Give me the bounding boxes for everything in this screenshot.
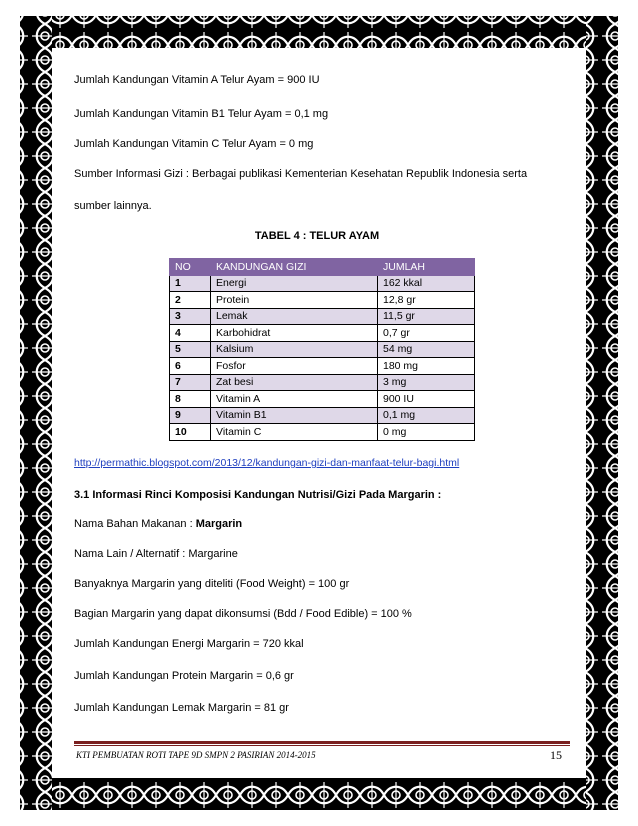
header-jumlah: JUMLAH: [378, 259, 475, 276]
footer-text: KTI PEMBUATAN ROTI TAPE 9D SMPN 2 PASIRIAN 2014-2015: [76, 750, 316, 760]
row-no: 2: [170, 292, 211, 309]
row-nutrient: Fosfor: [211, 358, 378, 375]
nutrition-table: [169, 258, 475, 441]
energy-line: Jumlah Kandungan Energi Margarin = 720 kkal: [74, 638, 304, 650]
footer-rule-thin: [74, 745, 570, 746]
row-amount: 180 mg: [378, 358, 475, 375]
row-amount: 12,8 gr: [378, 292, 475, 309]
row-nutrient: Protein: [211, 292, 378, 309]
row-amount: 900 IU: [378, 391, 475, 408]
food-name-label: Nama Bahan Makanan :: [74, 518, 196, 530]
row-amount: 0,7 gr: [378, 325, 475, 342]
row-nutrient: Energi: [211, 275, 378, 292]
row-amount: 54 mg: [378, 341, 475, 358]
source-info-line-2: sumber lainnya.: [74, 200, 152, 212]
row-no: 8: [170, 391, 211, 408]
table-row: [170, 358, 475, 375]
row-no: 9: [170, 407, 211, 424]
header-kandungan: KANDUNGAN GIZI: [211, 259, 378, 276]
row-amount: 162 kkal: [378, 275, 475, 292]
food-name-line: [74, 518, 242, 530]
row-nutrient: Karbohidrat: [211, 325, 378, 342]
food-edible-line: Bagian Margarin yang dapat dikonsumsi (Bdd / Food Edible) = 100 %: [74, 608, 412, 620]
page-number: 15: [550, 748, 562, 762]
row-no: 1: [170, 275, 211, 292]
source-link[interactable]: http://permathic.blogspot.com/2013/12/kandungan-gizi-dan-manfaat-telur-bagi.html: [74, 457, 460, 469]
table-caption: TABEL 4 : TELUR AYAM: [254, 230, 380, 242]
row-no: 3: [170, 308, 211, 325]
vitamin-a-line: Jumlah Kandungan Vitamin A Telur Ayam = 900 IU: [74, 74, 320, 86]
food-name-value: Margarin: [195, 518, 243, 530]
table-row: [170, 391, 475, 408]
table-row: [170, 325, 475, 342]
row-nutrient: Lemak: [211, 308, 378, 325]
row-nutrient: Vitamin A: [211, 391, 378, 408]
table-row: [170, 424, 475, 441]
source-info-line: Sumber Informasi Gizi : Berbagai publikasi Kementerian Kesehatan Republik Indonesia serta: [74, 168, 528, 180]
row-amount: 3 mg: [378, 374, 475, 391]
row-no: 4: [170, 325, 211, 342]
table-row: [170, 275, 475, 292]
table-row: [170, 341, 475, 358]
header-no: NO: [170, 259, 211, 276]
row-amount: 0,1 mg: [378, 407, 475, 424]
row-no: 10: [170, 424, 211, 441]
row-no: 5: [170, 341, 211, 358]
table-row: [170, 292, 475, 309]
table-header-row: [170, 259, 475, 276]
row-nutrient: Kalsium: [211, 341, 378, 358]
row-amount: 0 mg: [378, 424, 475, 441]
row-amount: 11,5 gr: [378, 308, 475, 325]
table-row: [170, 374, 475, 391]
vitamin-c-line: Jumlah Kandungan Vitamin C Telur Ayam = 0 mg: [74, 138, 314, 150]
table-row: [170, 308, 475, 325]
protein-line: Jumlah Kandungan Protein Margarin = 0,6 gr: [74, 670, 294, 682]
section-heading: 3.1 Informasi Rinci Komposisi Kandungan Nutrisi/Gizi Pada Margarin :: [74, 489, 442, 501]
row-nutrient: Zat besi: [211, 374, 378, 391]
fat-line: Jumlah Kandungan Lemak Margarin = 81 gr: [74, 702, 289, 714]
row-no: 6: [170, 358, 211, 375]
row-nutrient: Vitamin B1: [211, 407, 378, 424]
row-no: 7: [170, 374, 211, 391]
food-weight-line: Banyaknya Margarin yang diteliti (Food Weight) = 100 gr: [74, 578, 350, 590]
footer-rule: [74, 741, 570, 744]
table-row: [170, 407, 475, 424]
row-nutrient: Vitamin C: [211, 424, 378, 441]
vitamin-b1-line: Jumlah Kandungan Vitamin B1 Telur Ayam = 0,1 mg: [74, 108, 329, 120]
alternative-name-line: Nama Lain / Alternatif : Margarine: [74, 548, 238, 560]
